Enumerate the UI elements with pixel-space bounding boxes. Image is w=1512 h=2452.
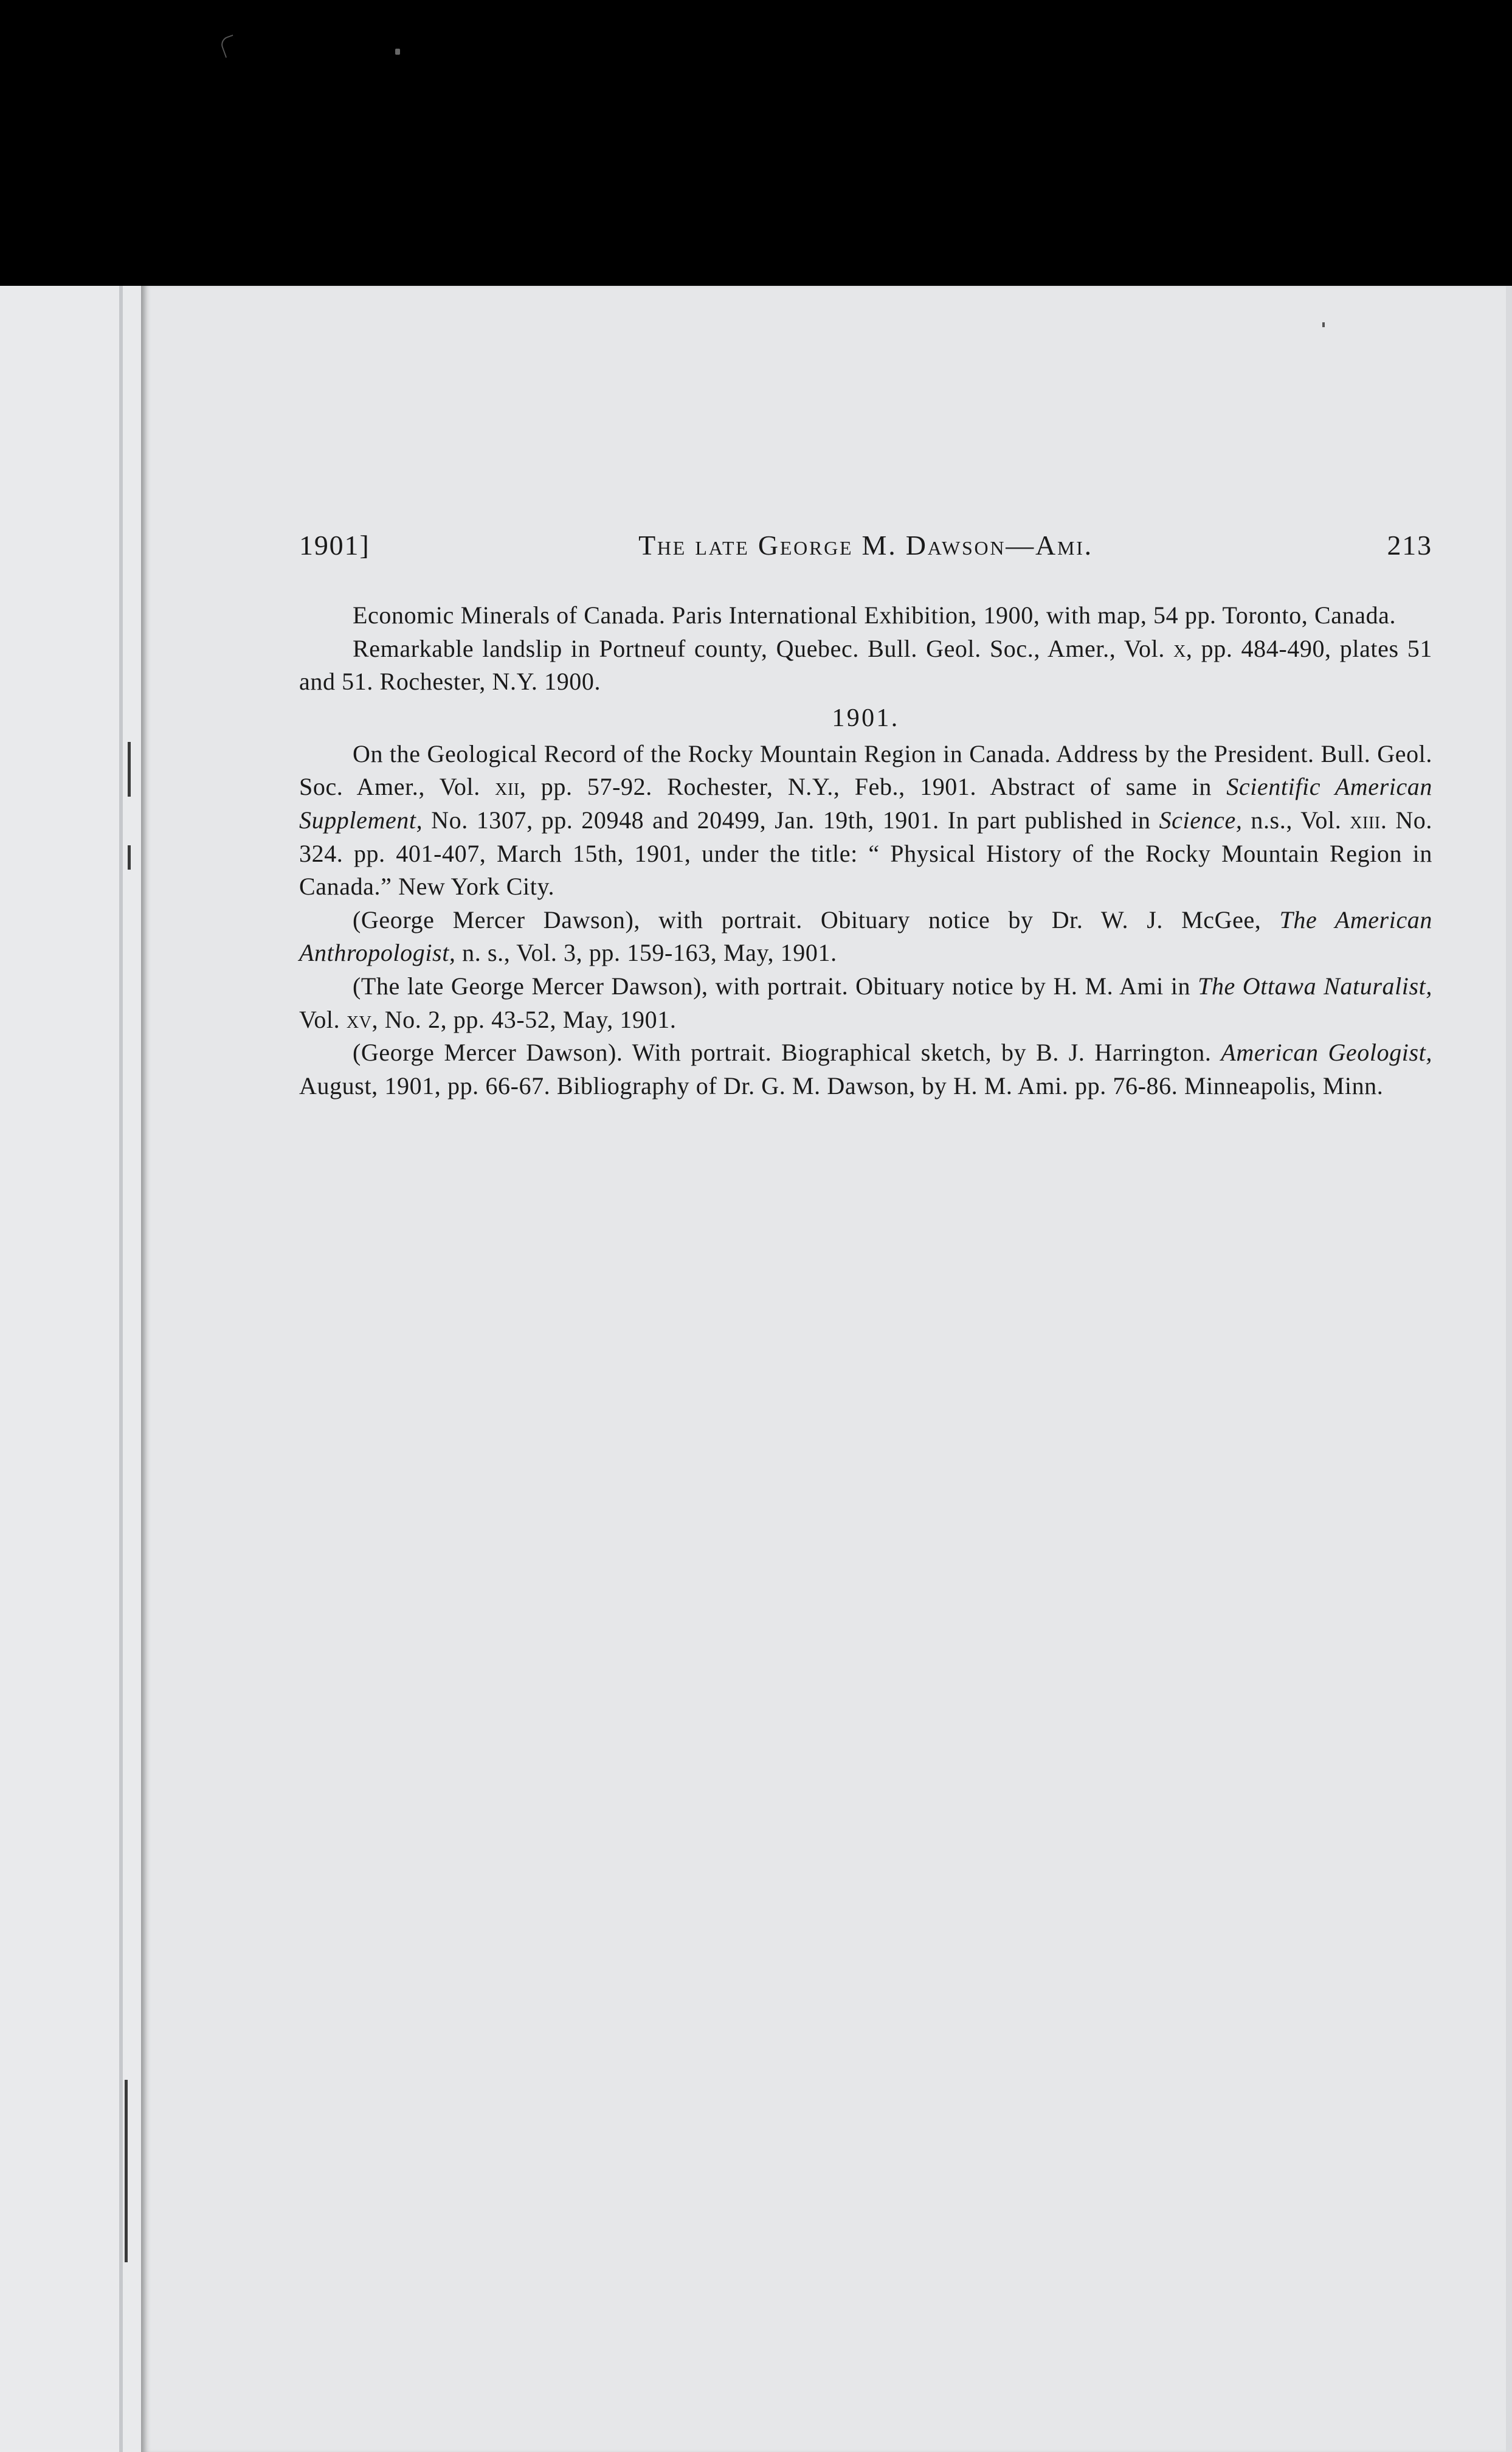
running-head-year: 1901] [299,530,370,561]
entry-text: , pp. 57-92. Rochester, N.Y., Feb., 1901. Abstract of same in [519,773,1227,801]
page-edge [1506,286,1512,2452]
underlying-page-edge [119,286,123,2452]
journal-title: Science, [1159,806,1243,834]
volume-number: xiii [1350,806,1381,834]
journal-title: Scientific American Supplement, [299,773,1433,834]
entry-text: , No. 2, pp. 43-52, May, 1901. [371,1005,677,1033]
journal-title: The Ottawa Naturalist, [1198,972,1432,1000]
bibliography-entry [299,599,1432,632]
book-page [141,286,1512,2452]
entry-text: . No. 324. pp. 401-407, March 15th, 1901, under the title: “ Physical History of the Rocky Mountain Region in Canada.” New York City. [299,806,1433,901]
page-speck [1322,322,1325,327]
entry-text: (George Mercer Dawson), with portrait. Obituary notice by Dr. W. J. McGee, [353,906,1280,933]
bibliography-body [299,599,1432,1103]
entry-text: Remarkable landslip in Portneuf county, Quebec. Bull. Geol. Soc., Amer., Vol. [353,634,1174,662]
running-head [299,529,1432,572]
entry-text: , pp. 484-490, plates 51 and 51. Rochester, N.Y. 1900. [299,634,1432,696]
running-head-title: The late George M. Dawson—Ami. [638,530,1093,561]
scan-speck [395,49,400,55]
page-number: 213 [1387,530,1432,561]
bibliography-entry [299,738,1432,904]
bibliography-entry [299,970,1432,1036]
entry-text: On the Geological Record of the Rocky Mountain Region in Canada. Address by the President. Bull. Geol. Soc. Amer., Vol. [299,739,1432,801]
entry-text: No. 1307, pp. 20948 and 20499, Jan. 19th, 1901. In part published in [423,806,1159,834]
scan-mark [219,35,239,58]
binding-mark [128,742,131,797]
entry-text: Economic Minerals of Canada. Paris International Exhibition, 1900, with map, 54 pp. Toronto, Canada. [353,601,1396,629]
bibliography-entry [299,1036,1432,1103]
volume-number: xv [346,1005,372,1033]
entry-text: (The late George Mercer Dawson), with portrait. Obituary notice by H. M. Ami in [353,972,1198,1000]
entry-text: Vol. [299,1005,347,1033]
bibliography-entry [299,904,1432,970]
binding-mark [128,845,131,870]
binding-mark [125,2080,128,2262]
volume-number: x [1173,634,1186,662]
entry-text: (George Mercer Dawson). With portrait. Biographical sketch, by B. J. Harrington. [353,1039,1221,1067]
journal-title: American Geologist, [1221,1039,1432,1067]
year-heading: 1901. [832,704,900,732]
entry-text: n.s., Vol. [1242,806,1350,834]
volume-number: xii [495,773,520,801]
journal-title: The American Anthropologist, [299,906,1432,967]
entry-text: n. s., Vol. 3, pp. 159-163, May, 1901. [455,939,837,967]
entry-text: August, 1901, pp. 66-67. Bibliography of Dr. G. M. Dawson, by H. M. Ami. pp. 76-86. Minneapolis, Minn. [299,1072,1384,1100]
bibliography-entry [299,632,1432,699]
